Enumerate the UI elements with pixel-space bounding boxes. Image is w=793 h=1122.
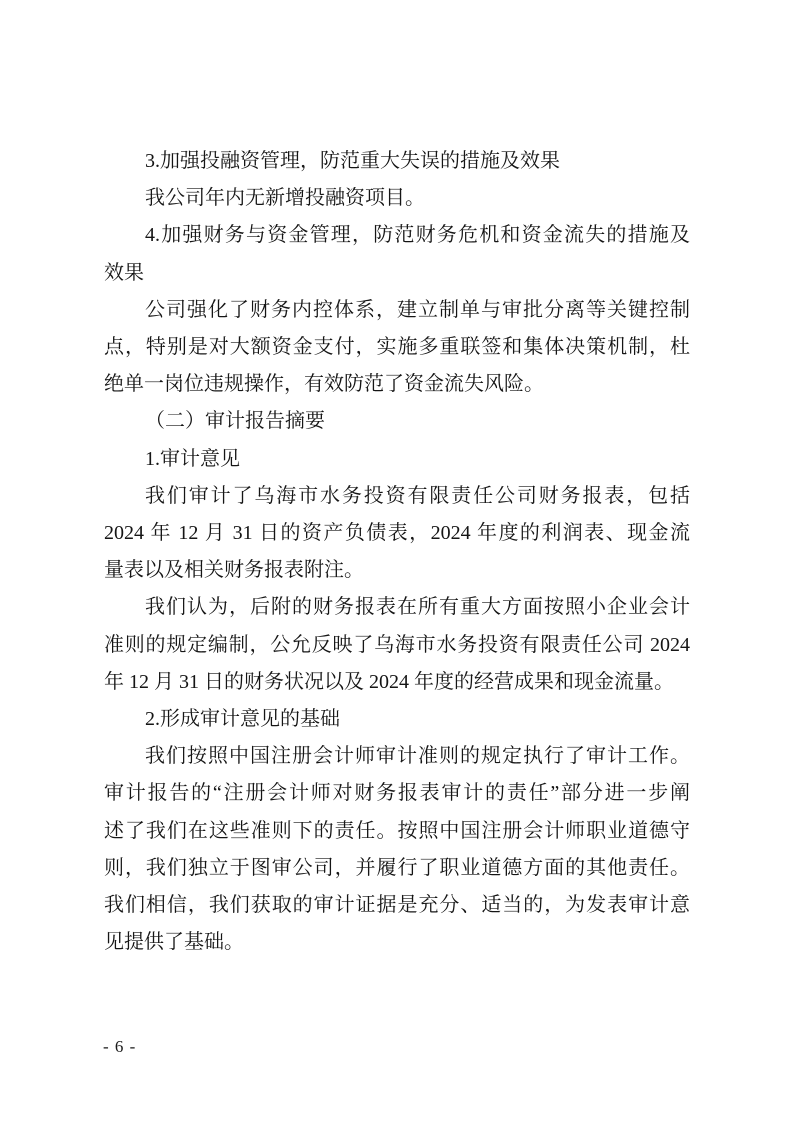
text-line: 年 12 月 31 日的财务状况以及 2024 年度的经营成果和现金流量。: [104, 670, 674, 693]
text-line: 效果: [104, 261, 144, 284]
text-line: 我们审计了乌海市水务投资有限责任公司财务报表，包括: [145, 484, 690, 507]
text-line: 量表以及相关财务报表附注。: [104, 559, 364, 582]
text-line: 审计报告的“注册会计师对财务报表审计的责任”部分进一步阐: [104, 782, 690, 805]
text-line: 3.加强投融资管理，防范重大失误的措施及效果: [145, 150, 560, 172]
text-line: 我们相信，我们获取的审计证据是充分、适当的，为发表审计意: [104, 894, 690, 917]
text-line: 绝单一岗位违规操作，有效防范了资金流失风险。: [104, 373, 544, 396]
section-heading: （二）审计报告摘要: [145, 410, 325, 433]
sub-heading: 2.形成审计意见的基础: [145, 708, 340, 731]
text-line: 2024 年 12 月 31 日的资产负债表，2024 年度的利润表、现金流: [104, 522, 690, 545]
text-line: 我们按照中国注册会计师审计准则的规定执行了审计工作。: [145, 745, 690, 768]
document-text-block: [104, 143, 690, 961]
text-line: 我公司年内无新增投融资项目。: [145, 187, 425, 210]
text-line: 4.加强财务与资金管理，防范财务危机和资金流失的措施及: [145, 224, 690, 247]
sub-heading: 1.审计意见: [145, 447, 240, 470]
text-line: 则，我们独立于图审公司，并履行了职业道德方面的其他责任。: [104, 856, 690, 879]
text-line: 我们认为，后附的财务报表在所有重大方面按照小企业会计: [145, 596, 690, 619]
text-line: 述了我们在这些准则下的责任。按照中国注册会计师职业道德守: [104, 819, 690, 842]
text-line: 准则的规定编制，公允反映了乌海市水务投资有限责任公司 2024: [104, 633, 690, 656]
text-line: 点，特别是对大额资金支付，实施多重联签和集体决策机制，杜: [104, 336, 690, 359]
text-line: 见提供了基础。: [104, 931, 244, 954]
text-line: 公司强化了财务内控体系，建立制单与审批分离等关键控制: [145, 298, 690, 321]
page-number: - 6 -: [103, 1037, 137, 1056]
